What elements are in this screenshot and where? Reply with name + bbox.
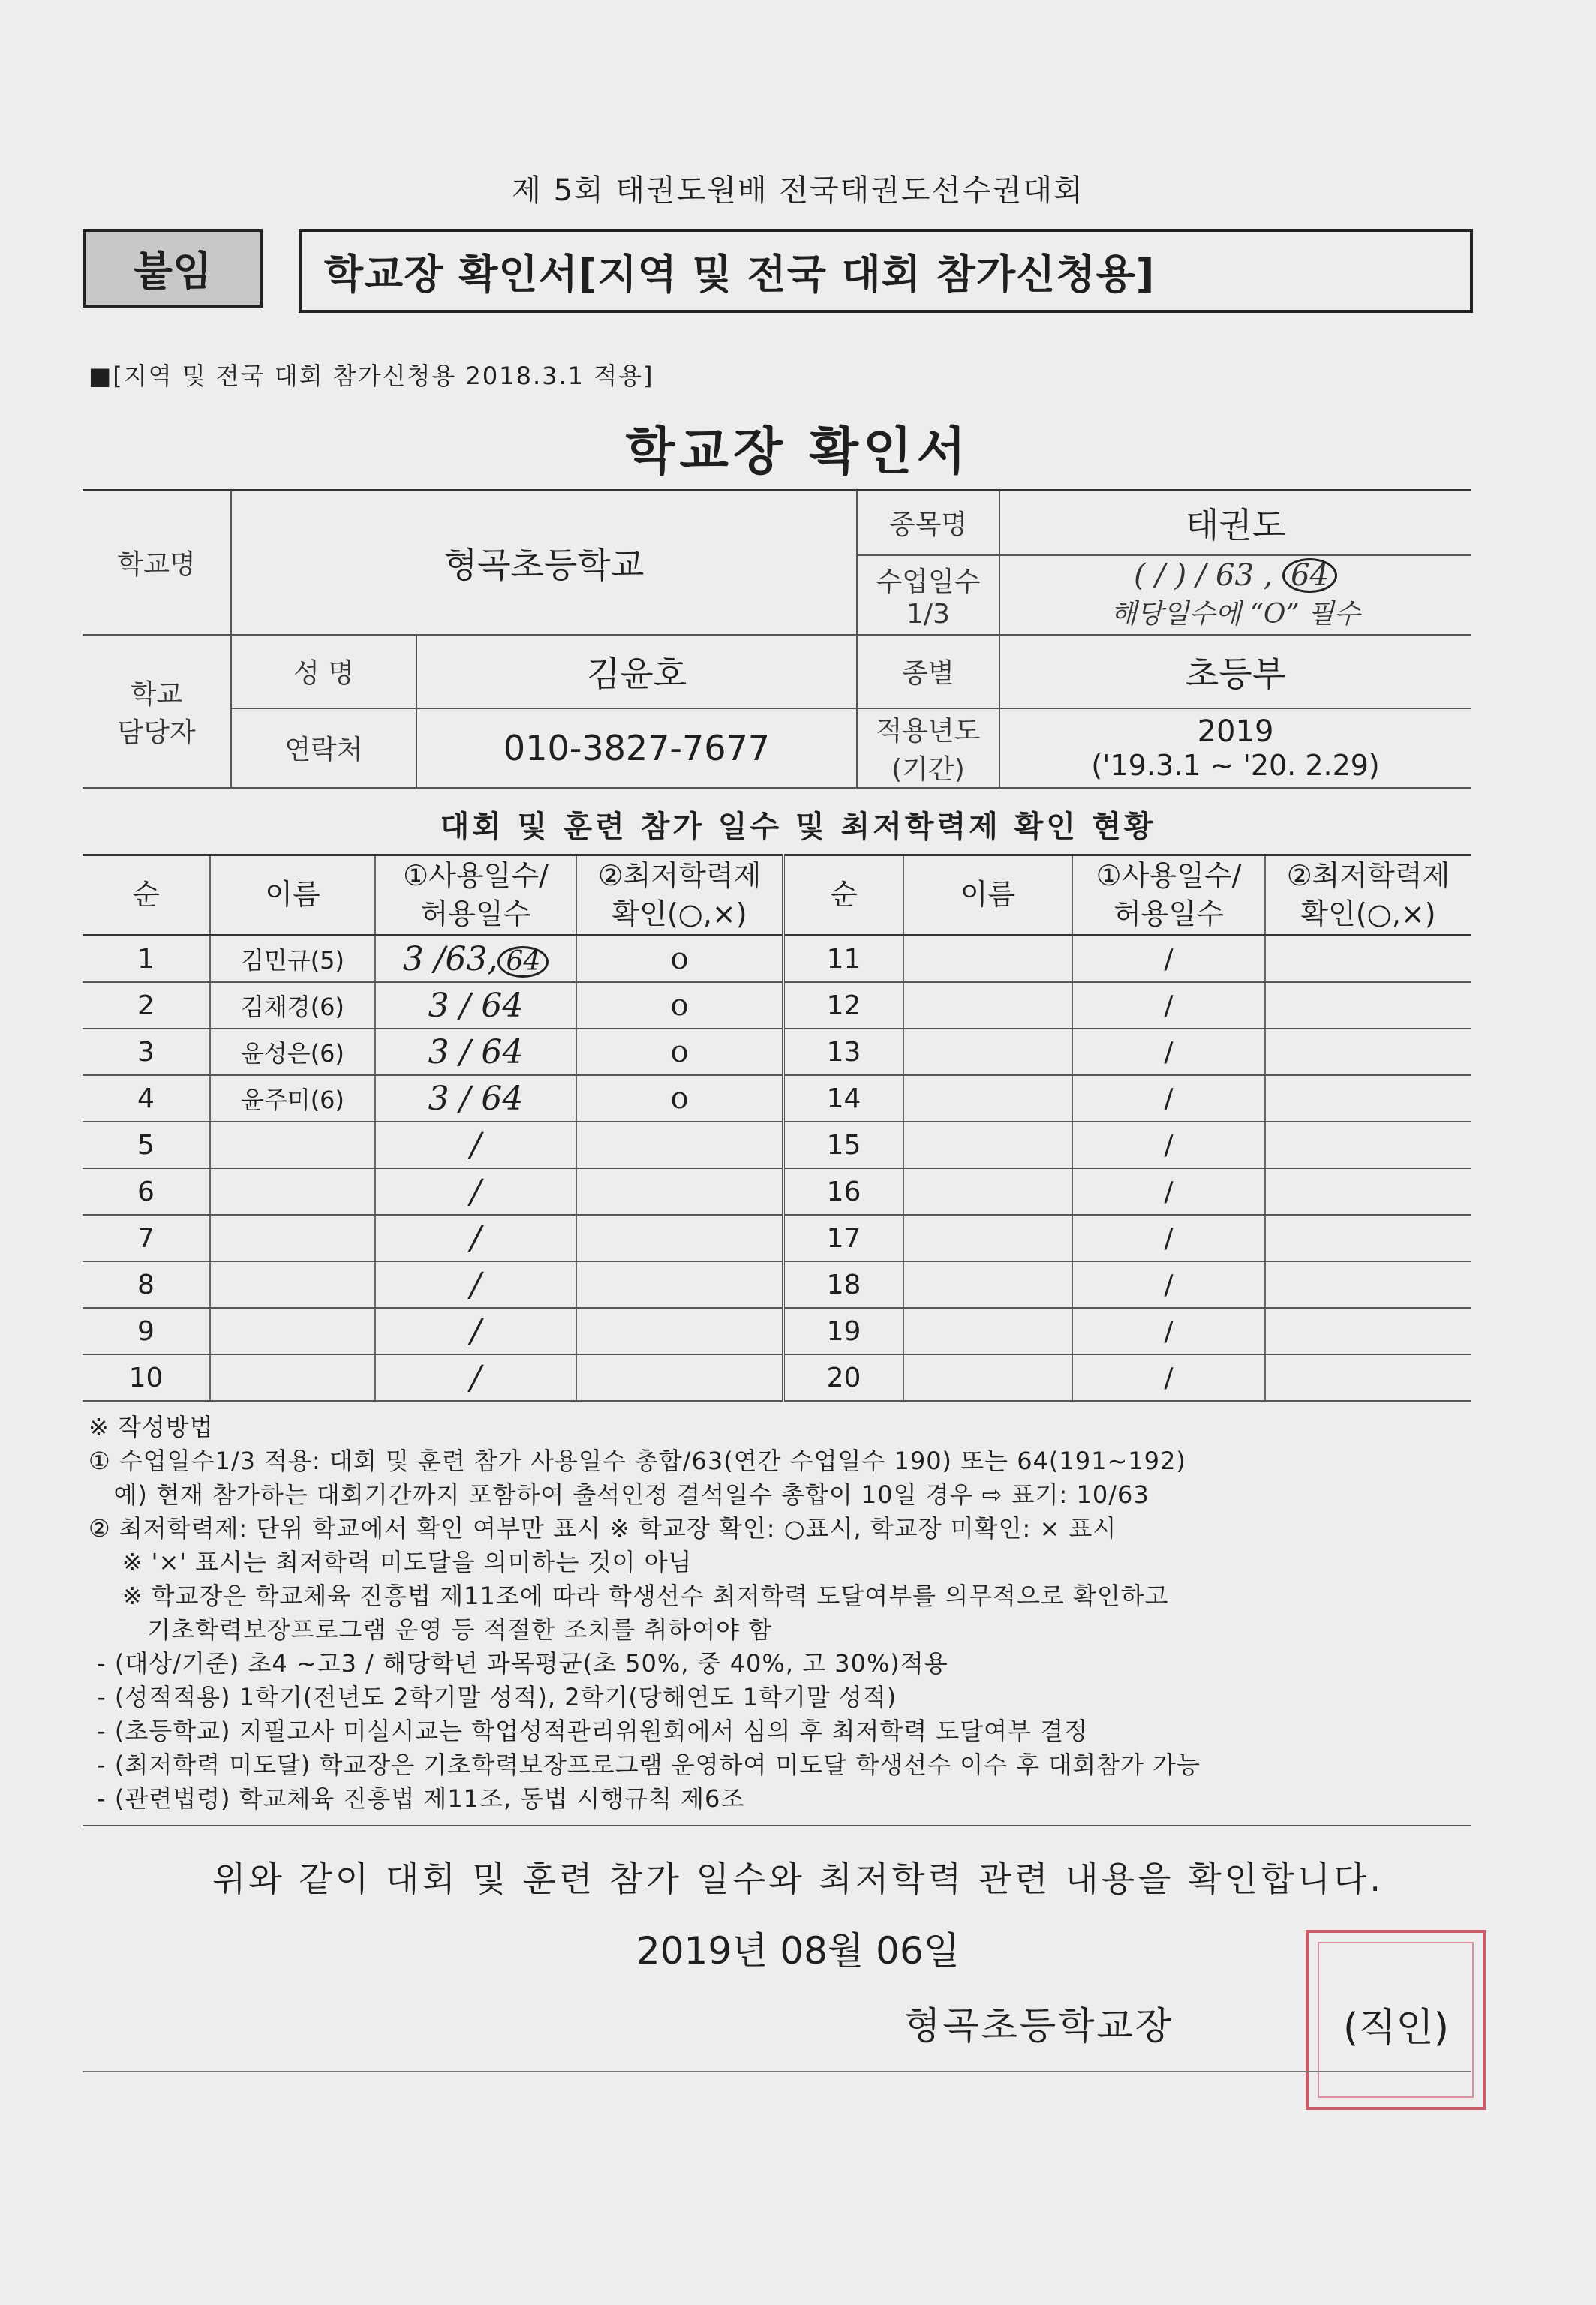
row-used-right: / [1072,1075,1265,1122]
row-used-value: / [470,1219,482,1258]
row-min: o [576,936,783,983]
table-row [83,1168,1471,1215]
year-label-line1: 적용년도 [876,715,981,747]
document-title: 학교장 확인서 [625,422,971,482]
sport-label: 종목명 [857,491,999,555]
divider [83,1825,1471,1826]
row-name-right [903,936,1072,983]
row-no-right: 19 [783,1308,903,1354]
confirm-statement: 위와 같이 대회 및 훈련 참가 일수와 최저학력 관련 내용을 확인합니다. [212,1859,1384,1899]
row-min: o [576,1029,783,1075]
contact-label [83,635,231,788]
instruction-line: - (관련법령) 학교체육 진흥법 제11조, 동법 시행규칙 제6조 [89,1784,745,1813]
row-used [375,936,576,983]
table-row [83,1075,1471,1122]
row-used [375,1122,576,1168]
table-row [83,936,1471,983]
year-value [999,708,1471,788]
year-text: 2019 [1197,714,1274,749]
row-no-right: 14 [783,1075,903,1122]
row-no: 4 [83,1075,210,1122]
instruction-line: - (성적적용) 1학기(전년도 2학기말 성적), 2학기(당해연도 1학기말 성적) [89,1683,897,1711]
days-label [857,555,999,635]
row-used [375,1308,576,1354]
row-min: o [576,982,783,1029]
row-name: 윤성은(6) [210,1029,375,1075]
header-used-line2: 허용일수 [420,897,531,930]
row-no-right: 11 [783,936,903,983]
row-used-right: / [1072,982,1265,1029]
row-used-right: / [1072,1215,1265,1261]
row-no: 3 [83,1029,210,1075]
row-no: 7 [83,1215,210,1261]
days-value-text: ( / ) / 63 , [1134,558,1273,593]
header-used [375,855,576,936]
row-min [576,1215,783,1261]
row-name [210,1308,375,1354]
row-min [576,1308,783,1354]
row-min: o [576,1075,783,1122]
row-used-right: / [1072,1261,1265,1308]
row-used [375,1029,576,1075]
row-used [375,1261,576,1308]
name-label: 성 명 [231,635,416,708]
row-name-right [903,1354,1072,1401]
table-row [83,1308,1471,1354]
header-used-line1: ①사용일수/ [403,858,549,892]
row-name: 김민규(5) [210,936,375,983]
row-name-right [903,1215,1072,1261]
row-no: 2 [83,982,210,1029]
row-no-right: 20 [783,1354,903,1401]
row-no: 8 [83,1261,210,1308]
instruction-line: - (초등학교) 지필고사 미실시교는 학업성적관리위원회에서 심의 후 최저학력 도달여부 결정 [89,1717,1088,1745]
header-min-right [1265,855,1471,936]
row-no: 9 [83,1308,210,1354]
header-used-right-line1: ①사용일수/ [1096,858,1242,892]
row-min-right [1265,1029,1471,1075]
principal-name: 형곡초등학교장 [904,2004,1174,2048]
row-name-right [903,982,1072,1029]
row-no-right: 13 [783,1029,903,1075]
instruction-line: - (대상/기준) 초4 ~고3 / 해당학년 과목평균(초 50%, 중 40%, 고 30%)적용 [89,1649,948,1678]
phone-value: 010-3827-7677 [416,708,857,788]
row-no: 6 [83,1168,210,1215]
instruction-line: ② 최저학력제: 단위 학교에서 확인 여부만 표시 ※ 학교장 확인: ○표시, 학교장 미확인: × 표시 [89,1514,1117,1543]
instruction-line: ① 수업일수1/3 적용: 대회 및 훈련 참가 사용일수 총합/63(연간 수업일수 190) 또는 64(191~192) [89,1447,1186,1475]
period-text: ('19.3.1 ~ '20. 2.29) [1091,748,1380,782]
row-used-right: / [1072,936,1265,983]
row-no-right: 16 [783,1168,903,1215]
row-used-value: 3 / 64 [428,1032,524,1071]
header-min-right-line2: 확인(○,×) [1300,897,1436,930]
header-no-right: 순 [783,855,903,936]
header-used-right-line2: 허용일수 [1114,897,1224,930]
seal-label: (직인) [1343,2006,1450,2051]
row-name: 김채경(6) [210,982,375,1029]
row-name [210,1215,375,1261]
days-label-line2: 1/3 [906,598,950,630]
school-label: 학교명 [83,491,231,635]
row-used-right: / [1072,1168,1265,1215]
table-row [83,982,1471,1029]
row-min-right [1265,1354,1471,1401]
participation-table [83,854,1471,1402]
row-no: 5 [83,1122,210,1168]
days-circled-value: 64 [1282,558,1337,593]
header-min-right-line1: ②최저학력제 [1286,858,1450,892]
phone-label: 연락처 [231,708,416,788]
row-no-right: 17 [783,1215,903,1261]
row-min-right [1265,1215,1471,1261]
instruction-line: 예) 현재 참가하는 대회기간까지 포함하여 출석인정 결석일수 총합이 10일 경우 ⇨ 표기: 10/63 [89,1480,1150,1509]
sport-value: 태권도 [999,491,1471,555]
info-table [83,489,1471,789]
row-min [576,1122,783,1168]
category-value: 초등부 [999,635,1471,708]
row-no: 10 [83,1354,210,1401]
header-title: 학교장 확인서[지역 및 전국 대회 참가신청용] [299,229,1473,313]
row-used-value: / [470,1265,482,1304]
row-used-right: / [1072,1029,1265,1075]
row-used [375,982,576,1029]
row-min-right [1265,1122,1471,1168]
row-name-right [903,1261,1072,1308]
attachment-label: 붙임 [83,229,263,308]
row-name-right [903,1122,1072,1168]
days-note: 해당일수에 “O” 필수 [1111,599,1360,630]
signature-date: 2019년 08월 06일 [636,1929,960,1973]
name-value: 김윤호 [416,635,857,708]
row-name-right [903,1308,1072,1354]
instruction-line: ※ 학교장은 학교체육 진흥법 제11조에 따라 학생선수 최저학력 도달여부를 의무적으로 확인하고 [89,1582,1169,1610]
row-used [375,1168,576,1215]
row-min-right [1265,1261,1471,1308]
row-name [210,1168,375,1215]
row-min-right [1265,982,1471,1029]
instruction-line: ※ '×' 표시는 최저학력 미도달을 의미하는 것이 아님 [89,1548,693,1576]
instruction-line: ※ 작성방법 [89,1413,214,1441]
contact-label-line2: 담당자 [117,717,196,748]
school-name: 형곡초등학교 [231,491,857,635]
header-used-right [1072,855,1265,936]
days-value [999,555,1471,635]
header-min [576,855,783,936]
table-row [83,1354,1471,1401]
year-label [857,708,999,788]
row-used-value: / [470,1172,482,1211]
table-row [83,1122,1471,1168]
contact-label-line1: 학교 [130,678,183,710]
row-used-circled: 64 [497,946,549,978]
header-min-line2: 확인(○,×) [612,897,747,930]
row-used-value: 3 / 64 [428,986,524,1025]
header-no: 순 [83,855,210,936]
table-row [83,1215,1471,1261]
header-name: 이름 [210,855,375,936]
header-min-line1: ②최저학력제 [597,858,762,892]
row-used-right: / [1072,1122,1265,1168]
row-name: 윤주미(6) [210,1075,375,1122]
row-name-right [903,1075,1072,1122]
section-title: 대회 및 훈련 참가 일수 및 최저학력제 확인 현황 [440,810,1156,844]
instructions [89,1411,1484,1816]
row-name-right [903,1029,1072,1075]
header-name-right: 이름 [903,855,1072,936]
row-used-right: / [1072,1354,1265,1401]
row-used-value: / [470,1125,482,1165]
row-no-right: 12 [783,982,903,1029]
table-row [83,1029,1471,1075]
instruction-line: 기초학력보장프로그램 운영 등 적절한 조치를 취하여야 함 [89,1615,773,1644]
row-min-right [1265,1075,1471,1122]
category-label: 종별 [857,635,999,708]
row-min-right [1265,1308,1471,1354]
row-used-value: / [470,1358,482,1397]
row-min [576,1261,783,1308]
row-used [375,1075,576,1122]
row-min-right [1265,1168,1471,1215]
event-title: 제 5회 태권도원배 전국태권도선수권대회 [512,173,1084,208]
row-min [576,1168,783,1215]
row-no-right: 15 [783,1122,903,1168]
year-label-line2: (기간) [891,753,965,785]
row-min-right [1265,936,1471,983]
row-min [576,1354,783,1401]
table-row [83,1261,1471,1308]
row-name [210,1261,375,1308]
days-label-line1: 수업일수 [876,566,981,597]
row-used [375,1354,576,1401]
row-name [210,1122,375,1168]
row-no: 1 [83,936,210,983]
row-used-value: 3 / 64 [428,1079,524,1118]
row-used [375,1215,576,1261]
row-used-value: / [470,1312,482,1351]
notice-text: ■[지역 및 전국 대회 참가신청용 2018.3.1 적용] [89,362,654,390]
row-no-right: 18 [783,1261,903,1308]
instruction-line: - (최저학력 미도달) 학교장은 기초학력보장프로그램 운영하여 미도달 학생선수 이수 후 대회참가 가능 [89,1751,1201,1779]
row-used-value: 3 /63, [402,939,498,978]
bottom-divider [83,2071,1471,2072]
row-name-right [903,1168,1072,1215]
row-name [210,1354,375,1401]
row-used-right: / [1072,1308,1265,1354]
